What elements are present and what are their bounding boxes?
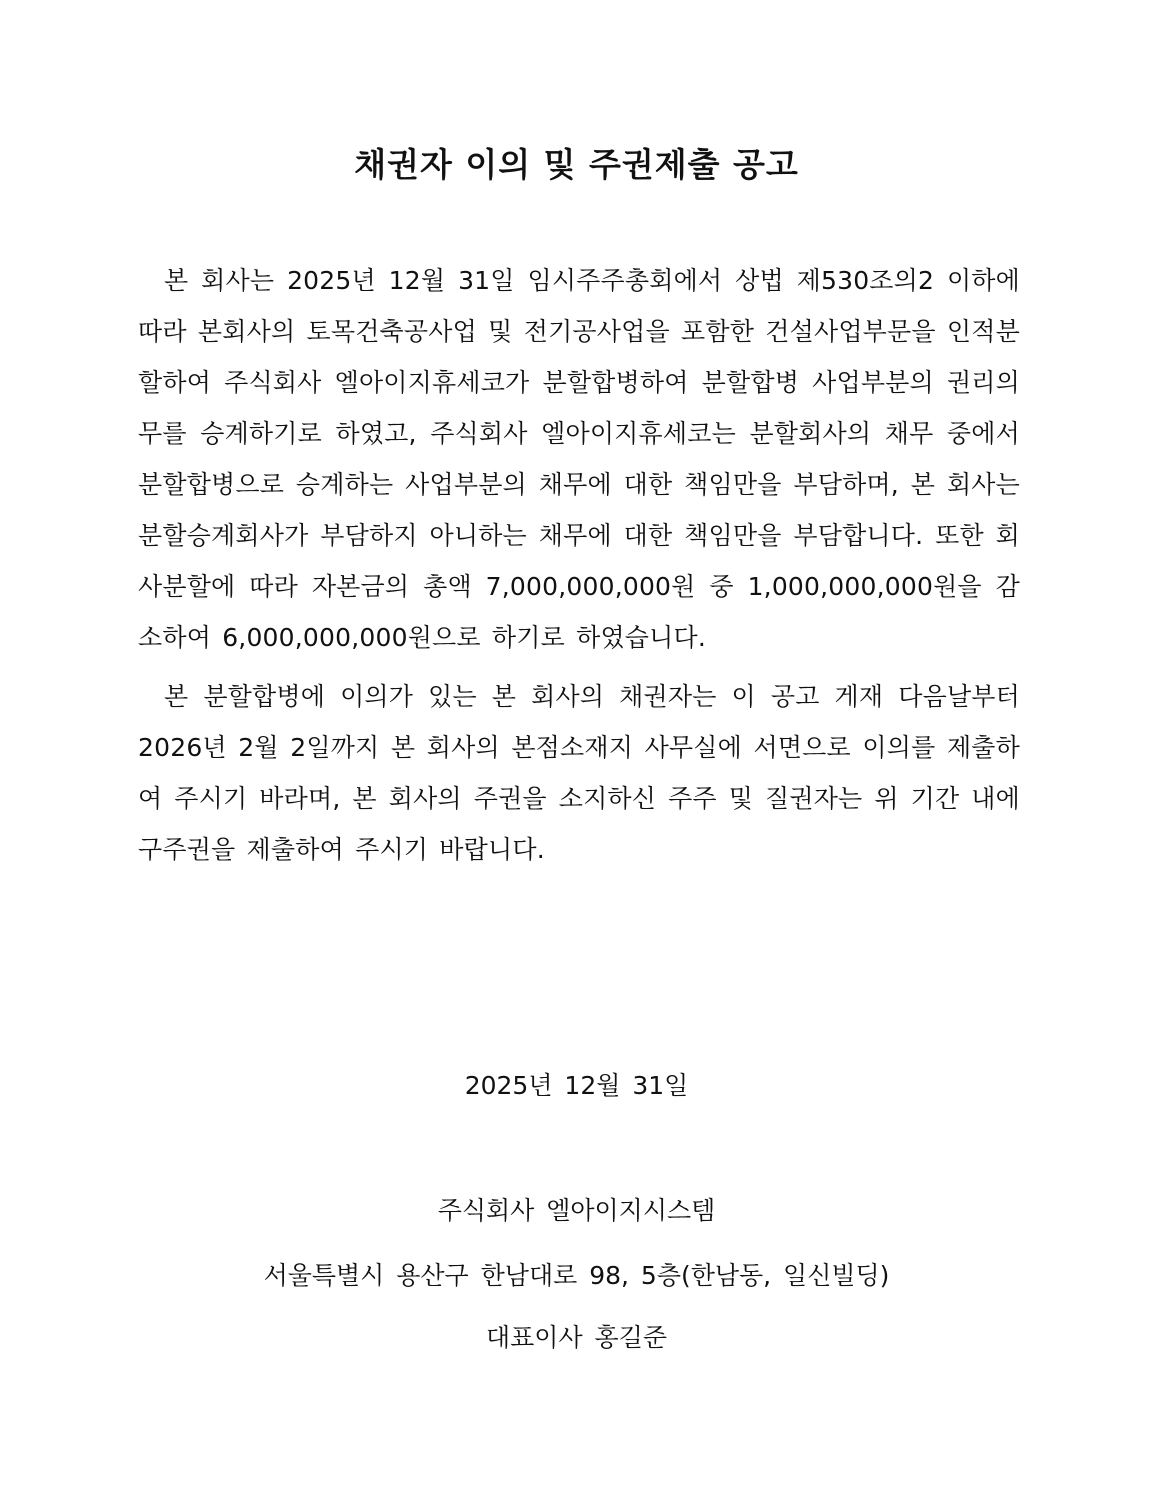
company-address: 서울특별시 용산구 한남대로 98, 5층(한남동, 일신빌딩): [263, 1261, 890, 1290]
company-name: 주식회사 엘아이지시스템: [437, 1196, 716, 1225]
notice-date: 2025년 12월 31일: [464, 1071, 689, 1100]
notice-paragraph-objection: 본 분할합병에 이의가 있는 본 회사의 채권자는 이 공고 게재 다음날부터 2026년 2월 2일까지 본 회사의 본점소재지 사무실에 서면으로 이의를 제출하여 주시기 바라며, 본 회사의 주권을 소지하신 주주 및 질권자는 위 기간 내에 구주권을 제출하여 주시기 바랍니다.: [138, 682, 1020, 864]
notice-paragraph-merger: 본 회사는 2025년 12월 31일 임시주주총회에서 상법 제530조의2 이하에 따라 본회사의 토목건축공사업 및 전기공사업을 포함한 건설사업부문을 인적분할하여 주식회사 엘아이지휴세코가 분할합병하여 분할합병 사업부분의 권리의무를 승계하기로 하였고, 주식회사 엘아이지휴세코는 분할회사의 채무 중에서 분할합병으로 승계하는 사업부분의 채무에 대한 책임만을 부담하며, 본 회사는 분할승계회사가 부담하지 아니하는 채무에 대한 책임만을 부담합니다. 또한 회사분할에 따라 자본금의 총액 7,000,000,000원 중 1,000,000,000원을 감소하여 6,000,000,000원으로 하기로 하였습니다.: [138, 266, 1020, 652]
representative-name: 대표이사 홍길준: [486, 1323, 667, 1352]
notice-body: [138, 255, 1020, 875]
notice-title: 채권자 이의 및 주권제출 공고: [354, 145, 799, 184]
